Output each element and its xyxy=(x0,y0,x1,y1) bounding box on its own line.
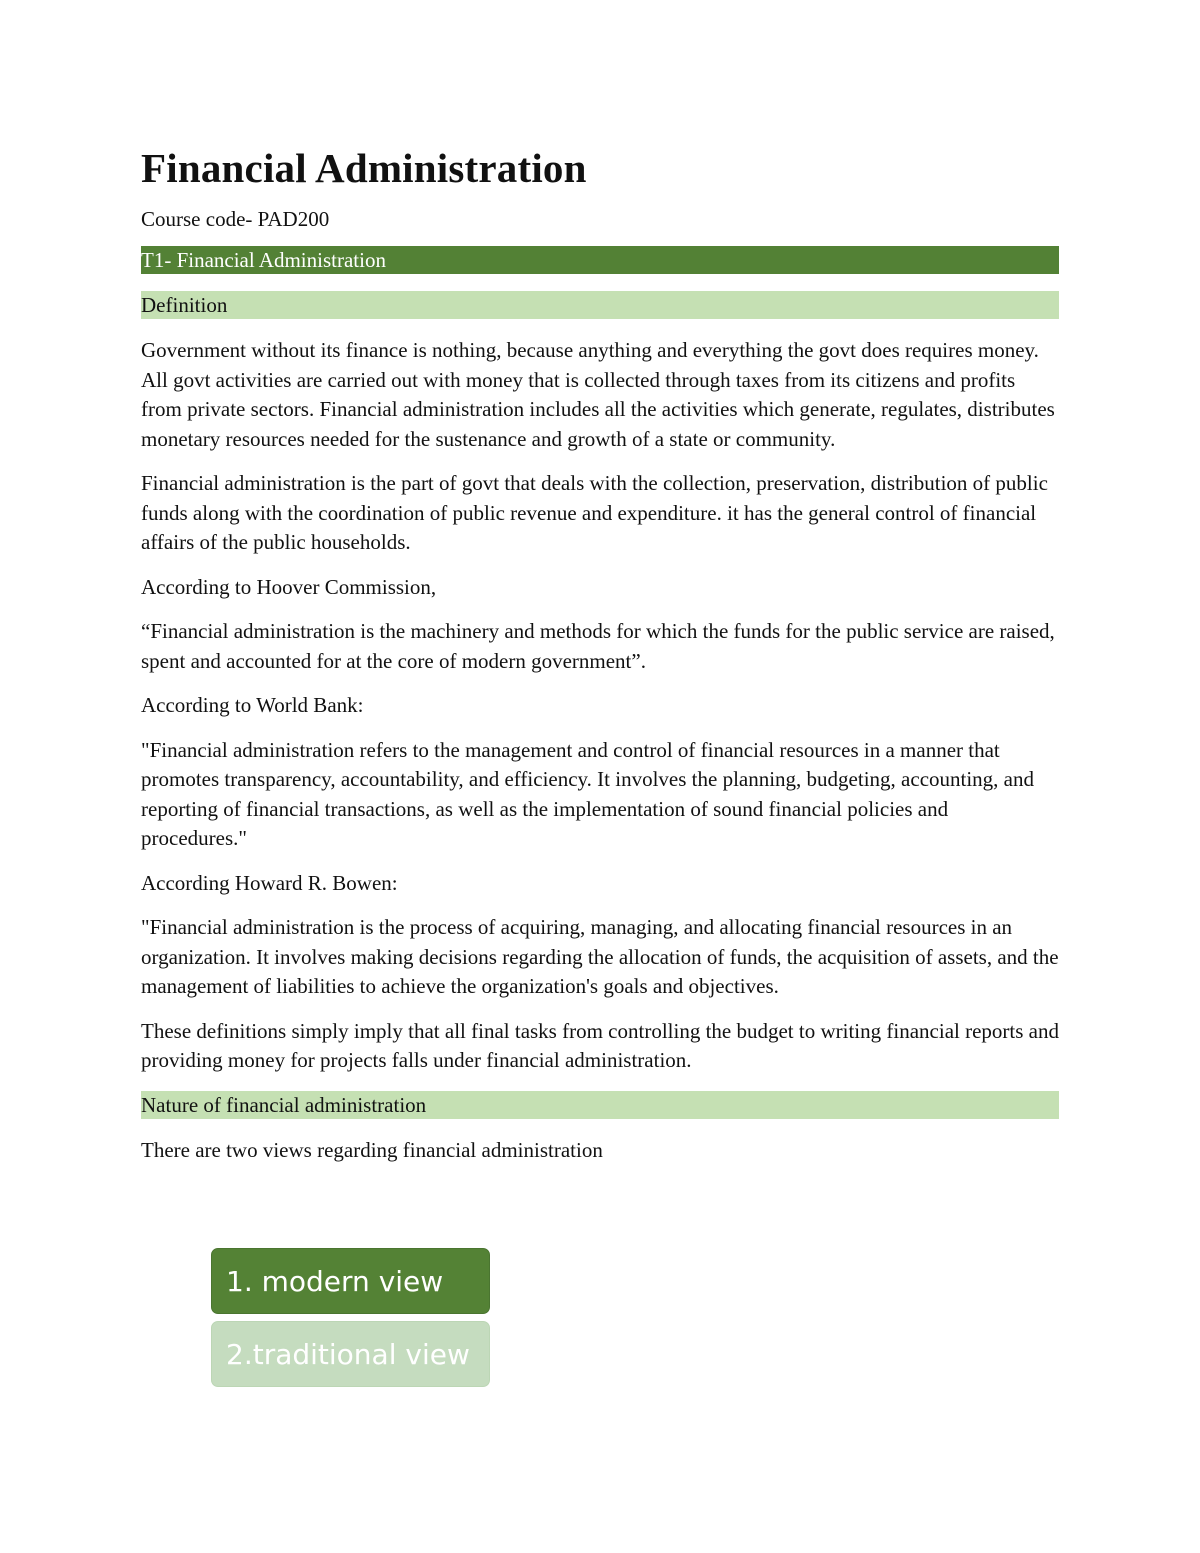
paragraph-scope: Financial administration is the part of govt that deals with the collection, preservation, distribution of public funds along with the coordination of public revenue and expenditure. it has the general control of financial affairs of the public households. xyxy=(141,471,1048,554)
paragraph-hoover-label: According to Hoover Commission, xyxy=(141,574,437,599)
document-title: Financial Administration xyxy=(141,145,587,191)
paragraph-intro: Government without its finance is nothing, because anything and everything the govt does requires money. All govt activities are carried out with money that is collected through taxes from its citizens and profits from private sectors. Financial administration includes all the activities which generate, regulates, distributes monetary resources needed for the sustenance and growth of a state or community. xyxy=(141,338,1055,451)
course-code: Course code- PAD200 xyxy=(141,207,330,231)
paragraph-hoover-quote: “Financial administration is the machinery and methods for which the funds for the public service are raised, spent and accounted for at the core of modern government”. xyxy=(141,619,1055,673)
paragraph-bowen-quote: "Financial administration is the process of acquiring, managing, and allocating financial resources in an organization. It involves making decisions regarding the allocation of funds, the acquisition of assets, and the management of liabilities to achieve the organization's goals and objectives. xyxy=(141,915,1059,998)
paragraph-bowen-label: According Howard R. Bowen: xyxy=(141,870,398,895)
topic-heading: T1- Financial Administration xyxy=(141,246,1059,274)
document-page xyxy=(141,140,1059,1180)
definition-heading: Definition xyxy=(141,291,1059,319)
paragraph-worldbank-quote: "Financial administration refers to the management and control of financial resources in a manner that promotes transparency, accountability, and efficiency. It involves the planning, budgeting, accounting, and reporting of financial transactions, as well as the implementation of sound financial policies and procedures." xyxy=(141,737,1035,850)
nature-intro: There are two views regarding financial administration xyxy=(141,1137,603,1162)
paragraph-worldbank-label: According to World Bank: xyxy=(141,693,364,717)
traditional-view-box: 2.traditional view xyxy=(211,1321,490,1387)
views-diagram xyxy=(211,1248,490,1394)
nature-heading: Nature of financial administration xyxy=(141,1091,1059,1119)
paragraph-summary: These definitions simply imply that all final tasks from controlling the budget to writing financial reports and providing money for projects falls under financial administration. xyxy=(141,1018,1059,1072)
modern-view-box: 1. modern view xyxy=(211,1248,490,1314)
